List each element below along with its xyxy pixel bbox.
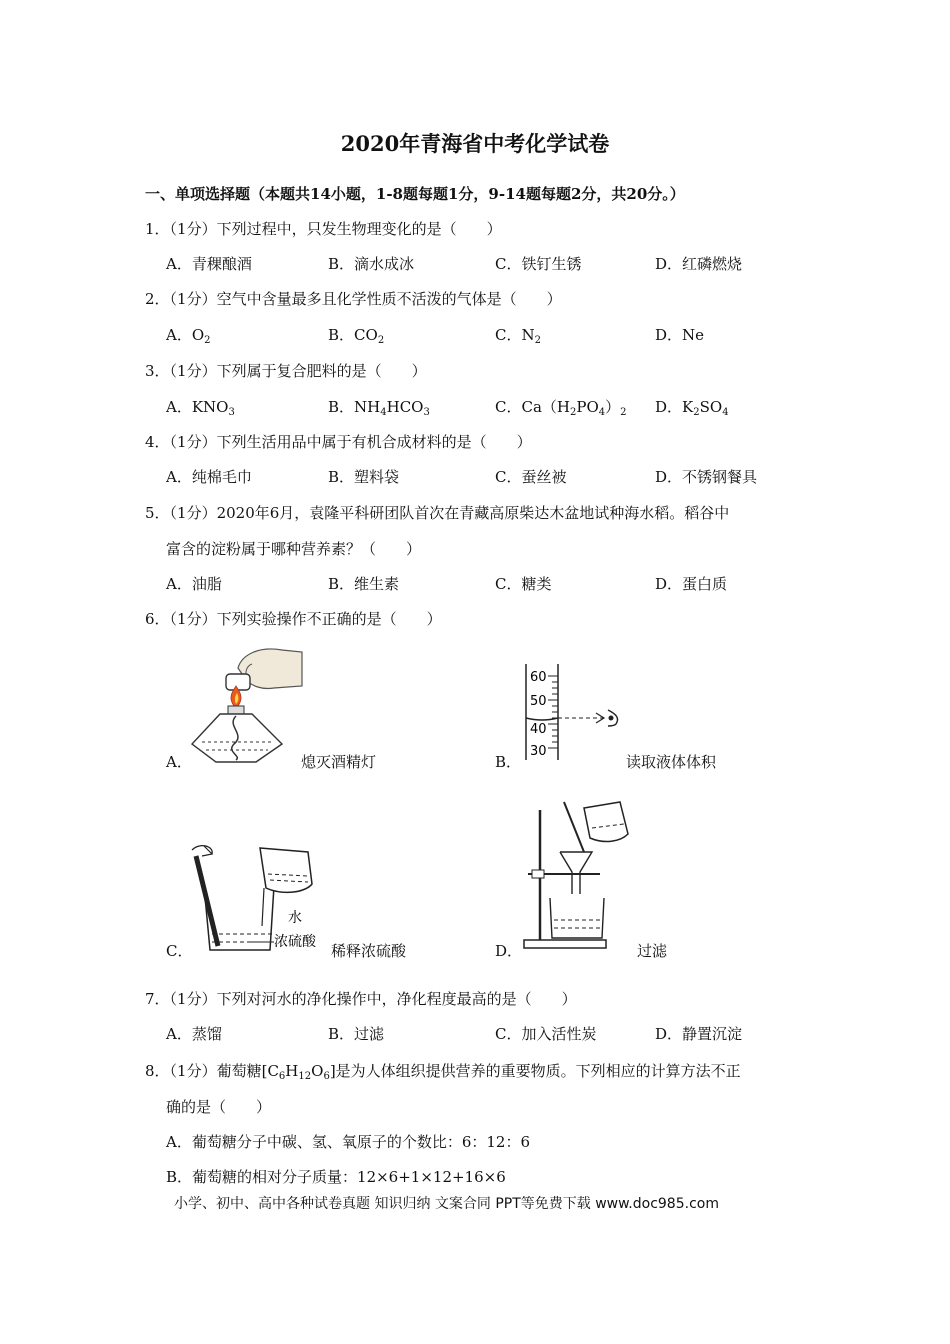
q6-option-d-caption: 过滤 bbox=[637, 942, 668, 960]
q5-option-a: A．油脂 bbox=[166, 575, 222, 593]
graduated-cylinder-illustration bbox=[522, 662, 632, 762]
question-1-stem: 1．（1分）下列过程中，只发生物理变化的是（ ） bbox=[145, 220, 502, 238]
acid-label: 浓硫酸 bbox=[274, 934, 316, 950]
q1-option-a: A．青稞酿酒 bbox=[166, 255, 252, 273]
tick-label-50: 50 bbox=[530, 694, 547, 709]
q6-option-a-label: A． bbox=[166, 753, 192, 771]
q7-option-a: A．蒸馏 bbox=[166, 1025, 222, 1043]
page-title: 2020年青海省中考化学试卷 bbox=[340, 131, 610, 156]
q7-option-c: C．加入活性炭 bbox=[495, 1025, 597, 1043]
q4-option-a: A．纯棉毛巾 bbox=[166, 468, 252, 486]
q4-option-d: D．不锈钢餐具 bbox=[655, 468, 758, 486]
tick-label-60: 60 bbox=[530, 670, 547, 685]
q2-option-d: D．Ne bbox=[655, 326, 705, 344]
q7-option-b: B．过滤 bbox=[328, 1025, 385, 1043]
question-7-stem: 7．（1分）下列对河水的净化操作中，净化程度最高的是（ ） bbox=[145, 990, 577, 1008]
question-5-stem-line2: 富含的淀粉属于哪种营养素？（ ） bbox=[166, 540, 422, 558]
section-heading: 一、单项选择题（本题共14小题，1-8题每题1分，9-14题每题2分，共20分。） bbox=[145, 185, 685, 203]
q1-option-d: D．红磷燃烧 bbox=[655, 255, 743, 273]
tick-label-30: 30 bbox=[530, 744, 547, 759]
q8-option-b: B．葡萄糖的相对分子质量：12×6+1×12+16×6 bbox=[166, 1168, 506, 1186]
diluting-acid-illustration bbox=[190, 838, 340, 956]
question-4-stem: 4．（1分）下列生活用品中属于有机合成材料的是（ ） bbox=[145, 433, 532, 451]
q5-option-b: B．维生素 bbox=[328, 575, 400, 593]
question-5-stem-line1: 5．（1分）2020年6月，袁隆平科研团队首次在青藏高原柴达木盆地试种海水稻。稻谷中 bbox=[145, 504, 730, 522]
q6-option-b-caption: 读取液体体积 bbox=[626, 753, 717, 771]
q1-option-b: B．滴水成冰 bbox=[328, 255, 415, 273]
filtration-illustration bbox=[520, 798, 635, 950]
q3-option-a: A．$KNO_3$ bbox=[166, 398, 235, 418]
eye-icon bbox=[609, 716, 614, 721]
q3-option-b: B．$NH_4HCO_3$ bbox=[328, 398, 430, 418]
tick-label-40: 40 bbox=[530, 722, 547, 737]
q5-option-c: C．糖类 bbox=[495, 575, 552, 593]
alcohol-lamp-illustration bbox=[190, 640, 310, 765]
q4-option-b: B．塑料袋 bbox=[328, 468, 400, 486]
question-6-stem: 6．（1分）下列实验操作不正确的是（ ） bbox=[145, 610, 442, 628]
footer-text: 小学、初中、高中各种试卷真题 知识归纳 文案合同 PPT等免费下载 www.doc985.com bbox=[174, 1196, 719, 1212]
q6-option-d-label: D． bbox=[495, 942, 523, 960]
q1-option-c: C．铁钉生锈 bbox=[495, 255, 582, 273]
question-8-stem-line2: 确的是（ ） bbox=[166, 1098, 272, 1116]
q6-option-a-caption: 熄灭酒精灯 bbox=[301, 753, 377, 771]
question-2-stem: 2．（1分）空气中含量最多且化学性质不活泼的气体是（ ） bbox=[145, 290, 562, 308]
q6-option-c-label: C． bbox=[166, 942, 193, 960]
q5-option-d: D．蛋白质 bbox=[655, 575, 728, 593]
question-3-stem: 3．（1分）下列属于复合肥料的是（ ） bbox=[145, 362, 427, 380]
q6-option-b-label: B． bbox=[495, 753, 522, 771]
q3-option-d: D．$K_2SO_4$ bbox=[655, 398, 729, 418]
q2-option-c: C．$N_2$ bbox=[495, 326, 541, 346]
q7-option-d: D．静置沉淀 bbox=[655, 1025, 743, 1043]
q6-option-c-caption: 稀释浓硫酸 bbox=[331, 942, 407, 960]
q2-option-a: A．$O_2$ bbox=[166, 326, 211, 346]
question-8-stem-line1: 8．（1分）葡萄糖$[C_6H_{12}O_6]$是为人体组织提供营养的重要物质。下列相应的计算方法不正 bbox=[145, 1062, 741, 1082]
water-label: 水 bbox=[288, 910, 302, 926]
q4-option-c: C．蚕丝被 bbox=[495, 468, 567, 486]
q8-option-a: A．葡萄糖分子中碳、氢、氧原子的个数比：6：12：6 bbox=[166, 1133, 531, 1151]
q2-option-b: B．$CO_2$ bbox=[328, 326, 385, 346]
q3-option-c: C．$Ca(H_2PO_4)_2$ bbox=[495, 398, 627, 418]
